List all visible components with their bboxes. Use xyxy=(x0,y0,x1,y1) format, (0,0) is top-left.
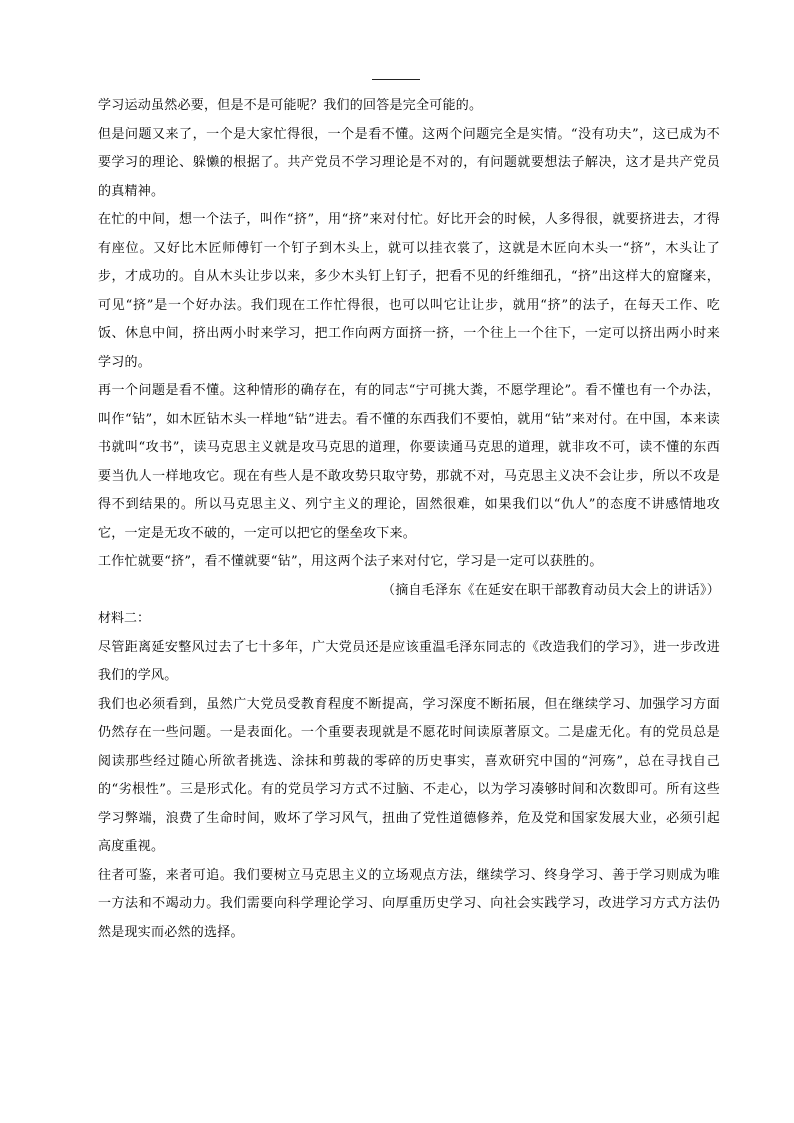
paragraph-5: 工作忙就要“挤”，看不懂就要“钻”，用这两个法子来对付它，学习是一定可以获胜的。 xyxy=(98,554,603,569)
material-two-paragraph-2: 我们也必须看到，虽然广大党员受教育程度不断提高，学习深度不断拓展，但在继续学习、加强学习方面仍然存在一些问题。一是表面化。一个重要表现就是不愿花时间读原著原文。二是虚无化。有的党员总是阅读那些经过随心所欲者挑选、涂抹和剪裁的零碎的历史事实，喜欢研究中国的“河殇”，总在寻找自己的“劣根性”。三是形式化。有的党员学习方式不过脑、不走心，以为学习凑够时间和次数即可。所有这些学习弊端，浪费了生命时间，败坏了学习风气，扭曲了党性道德修养，危及党和国家发展大业，必须引起高度重视。 xyxy=(98,696,720,854)
citation: （摘自毛泽东《在延安在职干部教育动员大会上的讲话》） xyxy=(381,582,720,598)
document-body xyxy=(98,92,720,947)
material-two-paragraph-3: 往者可鉴，来者可追。我们要树立马克思主义的立场观点方法，继续学习、终身学习、善于学习则成为唯一方法和不竭动力。我们需要向科学理论学习、向厚重历史学习、向社会实践学习，改进学习方式方法仍然是现实而必然的选择。 xyxy=(98,867,720,940)
paragraph-1: 学习运动虽然必要，但是不是可能呢？我们的回答是完全可能的。 xyxy=(98,98,483,113)
material-two-paragraph-1: 尽管距离延安整风过去了七十多年，广大党员还是应该重温毛泽东同志的《改造我们的学习》，进一步改进我们的学风。 xyxy=(98,639,720,683)
material-two-label: 材料二： xyxy=(98,611,151,626)
paragraph-4: 再一个问题是看不懂。这种情形的确存在，有的同志“宁可挑大粪，不愿学理论”。看不懂也有一个办法，叫作“钻”，如木匠钻木头一样地“钻”进去。看不懂的东西我们不要怕，就用“钻”来对付。在中国，本来读书就叫“攻书”，读马克思主义就是攻马克思的道理，你要读通马克思的道理，就非攻不可，读不懂的东西要当仇人一样地攻它。现在有些人是不敢攻势只取守势，那就不对，马克思主义决不会让步，所以不攻是得不到结果的。所以马克思主义、列宁主义的理论，固然很难，如果我们以“仇人”的态度不讲感情地攻它，一定是无攻不破的，一定可以把它的堡垒攻下来。 xyxy=(98,383,720,541)
paragraph-2: 但是问题又来了，一个是大家忙得很，一个是看不懂。这两个问题完全是实情。“没有功夫”，这已成为不要学习的理论、躲懒的根据了。共产党员不学习理论是不对的，有问题就要想法子解决，这才是共产党员的真精神。 xyxy=(98,126,720,199)
paragraph-3: 在忙的中间，想一个法子，叫作“挤”，用“挤”来对付忙。好比开会的时候，人多得很，就要挤进去，才得有座位。又好比木匠师傅钉一个钉子到木头上，就可以挂衣裳了，这就是木匠向木头一“挤”，木头让了步，才成功的。自从木头让步以来，多少木头钉上钉子，把看不见的纤维细孔，“挤”出这样大的窟窿来，可见“挤”是一个好办法。我们现在工作忙得很，也可以叫它让让步，就用“挤”的法子，在每天工作、吃饭、休息中间，挤出两小时来学习，把工作向两方面挤一挤，一个往上一个往下，一定可以挤出两小时来学习的。 xyxy=(98,212,720,370)
top-rule xyxy=(372,79,420,80)
